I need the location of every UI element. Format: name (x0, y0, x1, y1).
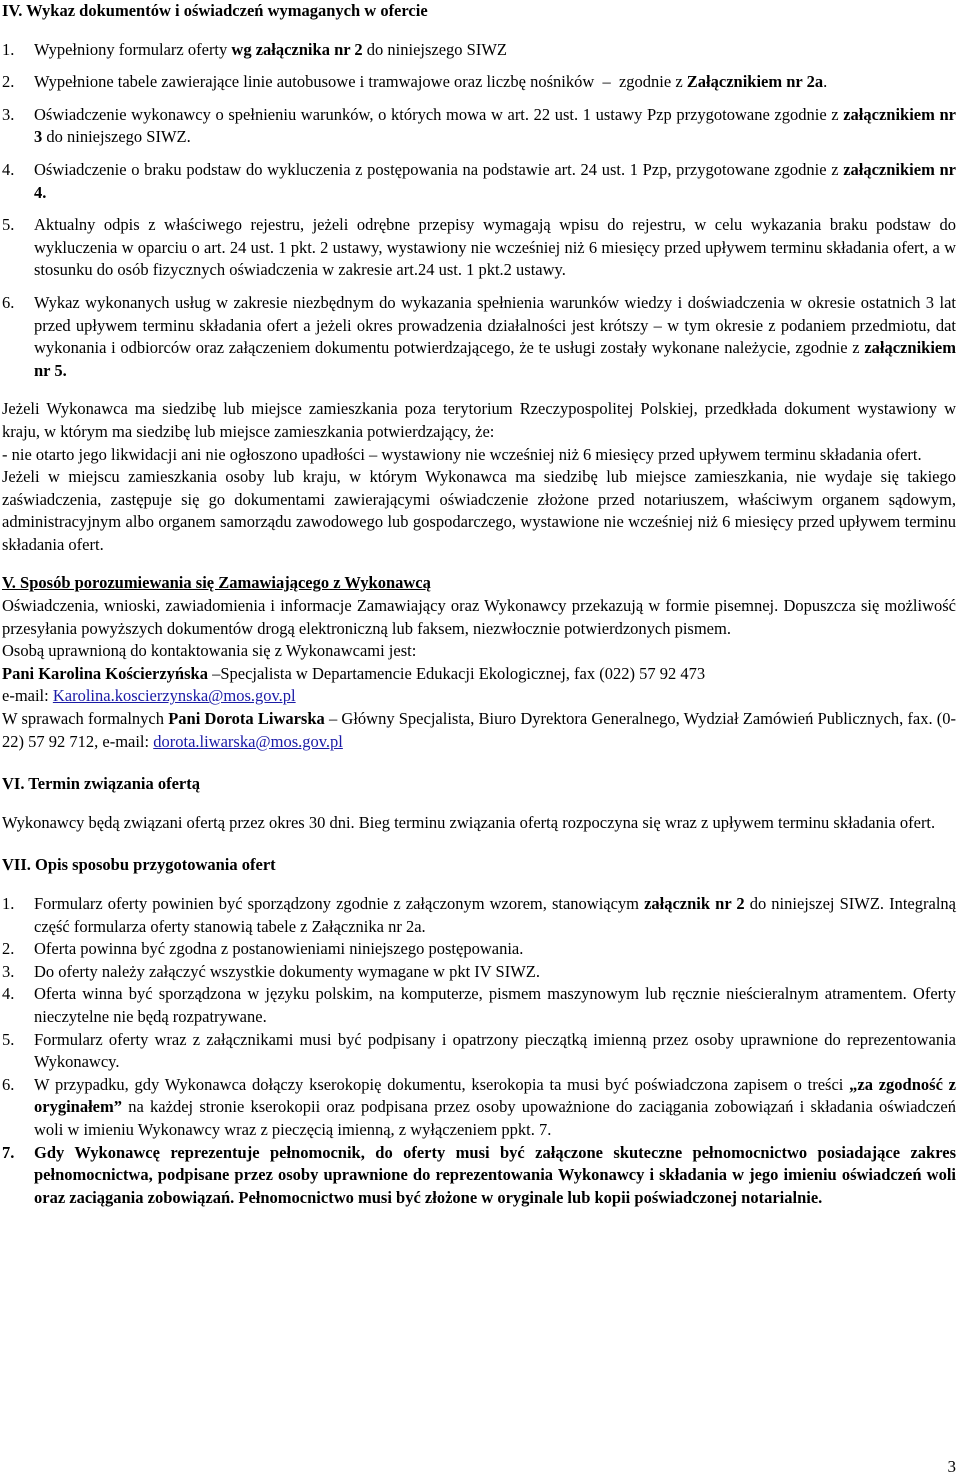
list-item: 4. Oferta winna być sporządzona w języku polskim, na komputerze, pismem maszynowym lub ręcznie nieścieralnym atramentem. Oferty nieczytelne nie będą rozpatrywane. (2, 984, 956, 1026)
section-6-paragraph: Wykonawcy będą związani ofertą przez okres 30 dni. Bieg terminu związania ofertą rozpoczyna się wraz z upływem terminu składania ofert. (2, 812, 936, 832)
foreign-paragraph-1: Jeżeli Wykonawca ma siedzibę lub miejsce zamieszkania poza terytorium Rzeczypospolitej Polskiej, przedkłada dokument wystawiony w kraju, w którym ma siedzibę lub miejsce zamieszkania potwierdzający, że: (2, 399, 956, 441)
contact-1-email-link[interactable]: Karolina.koscierzynska@mos.gov.pl (52, 686, 296, 706)
section-5-paragraph: Oświadczenia, wnioski, zawiadomienia i informacje Zamawiający oraz Wykonawcy przekazują w formie pisemnej. Dopuszcza się możliwość przesyłania powyższych dokumentów drogą elektroniczną lub faksem, niezwłocznie potwierdzonych pismem. (2, 596, 956, 638)
list-item: 2. Wypełnione tabele zawierające linie autobusowe i tramwajowe oraz liczbę nośników – zgodnie z Załącznikiem nr 2a. (2, 72, 828, 92)
list-item: 6. W przypadku, gdy Wykonawca dołączy kserokopię dokumentu, kserokopia ta musi być poświadczona zapisem o treści „za zgodność z oryginałem” na każdej stronie kserokopii oraz podpisana przez osoby upoważnione do zaciągania zobowiązań i składania oświadczeń woli w imieniu Wykonawcy wraz z pieczęcią imienną, z wyłączeniem ppkt. 7. (2, 1074, 956, 1139)
section-6-title: VI. Termin związania ofertą (2, 774, 200, 794)
list-item: 1. Wypełniony formularz oferty wg załącznika nr 2 do niniejszego SIWZ (2, 39, 507, 59)
list-item: 6. Wykaz wykonanych usług w zakresie niezbędnym do wykazania spełnienia warunków wiedzy i doświadczenia w okresie ostatnich 3 lat przed upływem terminu składania ofert a jeżeli okres prowadzenia działalności jest krótszy – w tym okresie z podaniem przedmiotu, dat wykonania i odbiorców oraz załączeniem dokumentu potwierdzającego, że te usługi zostały wykonane należycie, zgodnie z załącznikiem nr 5. (2, 292, 956, 380)
contact-2-name: Pani Dorota Liwarska (168, 709, 325, 729)
section-4-list (2, 39, 956, 383)
list-item: 3. Oświadczenie wykonawcy o spełnieniu warunków, o których mowa w art. 22 ust. 1 ustawy Pzp przygotowane zgodnie z załącznikiem nr 3 do niniejszego SIWZ. (2, 104, 956, 147)
section-7-title: VII. Opis sposobu przygotowania ofert (2, 855, 276, 875)
contact-intro: Osobą uprawnioną do kontaktowania się z Wykonawcami jest: (2, 641, 417, 661)
list-item: 5. Aktualny odpis z właściwego rejestru, jeżeli odrębne przepisy wymagają wpisu do rejestru, w celu wykazania braku podstaw do wykluczenia w oparciu o art. 24 ust. 1 pkt. 2 ustawy, wystawiony nie wcześniej niż 6 miesięcy przed upływem terminu składania ofert, a w stosunku do osób fizycznych oświadczenia w zakresie art.24 ust. 1 pkt.2 ustawy. (2, 215, 956, 280)
contact-2-email-link[interactable]: dorota.liwarska@mos.gov.pl (153, 731, 343, 751)
foreign-paragraph-3: Jeżeli w miejscu zamieszkania osoby lub kraju, w którym Wykonawca ma siedzibę lub miejsce zamieszkania, nie wydaje się takiego zaświadczenia, zastępuje się go dokumentami zawierającymi oświadczenie złożone przed notariuszem, właściwym organem sądowym, administracyjnym albo organem samorządu zawodowego lub gospodarczego, wystawione nie wcześniej niż 6 miesięcy przed upływem terminu składania ofert. (2, 467, 956, 554)
contact-1-email-line: e-mail: Karolina.koscierzynska@mos.gov.pl (2, 686, 296, 706)
contact-1: Pani Karolina Kościerzyńska –Specjalista w Departamencie Edukacji Ekologicznej, fax (022) 57 92 473 (2, 663, 706, 683)
list-item: 7. Gdy Wykonawcę reprezentuje pełnomocnik, do oferty musi być załączone skuteczne pełnomocnictwo posiadające zakres pełnomocnictwa, podpisane przez osoby uprawnione do reprezentowania Wykonawcy i składania w jego imieniu oświadczeń woli oraz zaciągania zobowiązań. Pełnomocnictwo musi być złożone w oryginale lub kopii poświadczonej notarialnie. (2, 1142, 956, 1207)
list-item: 3. Do oferty należy załączyć wszystkie dokumenty wymagane w pkt IV SIWZ. (2, 961, 540, 981)
list-item: 2. Oferta powinna być zgodna z postanowieniami niniejszego postępowania. (2, 939, 524, 959)
document-page (2, 0, 956, 1209)
contact-1-name: Pani Karolina Kościerzyńska (2, 663, 208, 683)
section-5-title: V. Sposób porozumiewania się Zamawiającego z Wykonawcą (2, 573, 431, 593)
list-item: 4. Oświadczenie o braku podstaw do wykluczenia z postępowania na podstawie art. 24 ust. 1 Pzp, przygotowane zgodnie z załącznikiem nr 4. (2, 159, 956, 202)
page-number: 3 (947, 1457, 956, 1476)
section-4-title: IV. Wykaz dokumentów i oświadczeń wymaganych w ofercie (2, 1, 428, 20)
list-item: 1. Formularz oferty powinien być sporządzony zgodnie z załączonym wzorem, stanowiącym załącznik nr 2 do niniejszej SIWZ. Integralną część formularza oferty stanowią tabele z Załącznika nr 2a. (2, 894, 956, 936)
foreign-paragraph-2: - nie otarto jego likwidacji ani nie ogłoszono upadłości – wystawiony nie wcześniej niż 6 miesięcy przed upływem terminu składania ofert. (2, 444, 922, 464)
contact-2: W sprawach formalnych Pani Dorota Liwarska – Główny Specjalista, Biuro Dyrektora Generalnego, Wydział Zamówień Publicznych, fax. (0-22) 57 92 712, e-mail: dorota.liwarska@mos.gov.pl (2, 709, 957, 751)
section-7-list (2, 893, 956, 1209)
list-item: 5. Formularz oferty wraz z załącznikami musi być podpisany i opatrzony pieczątką imienną przez osoby uprawnione do reprezentowania Wykonawcy. (2, 1029, 956, 1072)
